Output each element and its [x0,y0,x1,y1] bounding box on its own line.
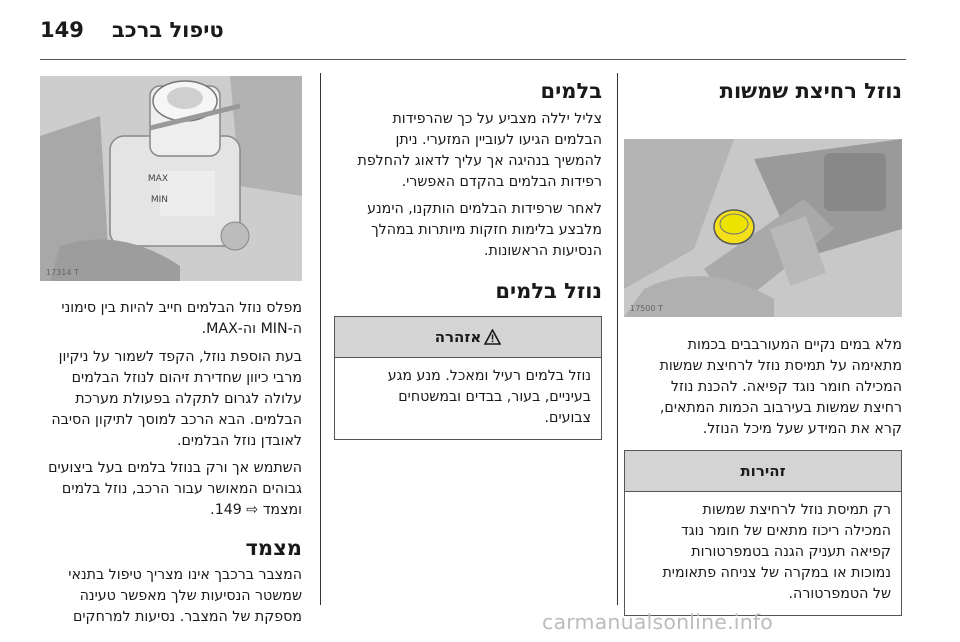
topping-up-text [40,347,302,452]
text-line: המצבר ברכבך אינו מצריך טיפול בתנאי [68,567,302,583]
fluid-spec-text [40,458,302,521]
column-separator-left [320,73,321,605]
text-line: בעת הוספת נוזל, הקפד לשמור על ניקיון [58,349,302,365]
text-line: המכילה חומר נוגד קפיאה. להכנת נוזל [670,379,902,395]
brake-fluid-column [40,76,302,628]
text-line: גבוהים המאושר עבור הרכב, נוזל בלמים [61,481,302,497]
washer-reservoir-photo [624,139,902,317]
warning-triangle-icon [484,329,501,345]
text-line: ומצמד ⇨ 149. [210,502,302,518]
text-line: קפיאה תעניק הגנה בטמפרטורות [691,544,891,560]
clutch-text [40,565,302,628]
watermark: carmanualsonline.info [542,610,774,634]
caution-box [624,450,902,616]
text-line: עלולה לגרום לתקלה בפעולת מערכת [75,391,302,407]
text-line: בעיניים, בעור, בבדים ובמשטחים [398,389,591,405]
level-text [40,298,302,340]
washer-fluid-text [624,335,902,440]
column-separator-right [617,73,618,605]
running-title: טיפול ברכב [112,18,224,42]
brakes-heading: בלמים [540,79,602,103]
min-label: MIN [150,195,168,205]
text-line: לאובדן נוזל הבלמים. [176,433,302,449]
text-line: מרבי כיוון שחדירת זיהום לנוזל הבלמים [71,370,302,386]
warning-body [335,358,601,439]
caution-body [625,492,901,615]
washer-reservoir-illustration [624,139,902,317]
brakes-text [334,109,602,193]
text-line: להמשיך בנהיגה אך עליך לדאוג להחלפת [357,153,602,169]
brake-reservoir-illustration [40,76,302,281]
page-number: 149 [40,18,84,42]
text-line: רחיצת שמשות בעירבוב הכמות המתאים, [659,400,902,416]
page-header [0,0,960,60]
photo-id: 17314 T [46,268,79,277]
text-line: המכילה ריכוז מתאים של חומר נוגד [681,523,891,539]
max-label: MAX [147,174,168,184]
text-line: רק תמיסת נוזל לרחיצת שמשות [702,502,891,518]
brakes-text-2 [334,199,602,262]
brake-fluid-heading: נוזל בלמים [495,279,602,303]
text-line: ה-MIN וה-MAX. [201,321,302,337]
text-line: צבועים. [544,410,591,426]
text-line: השתמש אך ורק בנוזל בלמים בעל ביצועים [48,460,302,476]
washer-fluid-column [624,76,902,616]
text-line: הנסיעות הראשונות. [484,243,602,259]
photo-id: 17500 T [630,304,663,313]
warning-title: אזהרה [434,328,482,346]
header-rule [40,59,906,60]
text-line: נמוכות או במקרה של צניחה פתאומית [662,565,891,581]
text-line: של הטמפרטורה. [788,586,891,602]
brakes-column [334,76,602,440]
warning-header [335,317,601,358]
text-line: נוזל בלמים רעיל ומאכל. מנע מגע [387,368,591,384]
text-line: מספקת של המצבר. נסיעות למרחקים [72,609,302,625]
warning-box [334,316,602,440]
text-line: לאחר שרפידות הבלמים הותקנו, הימנע [367,201,602,217]
text-line: הבלמים הגיעו לעוביין המזערי. ניתן [395,132,602,148]
caution-title: זהירות [625,451,901,492]
brake-reservoir-photo [40,76,302,281]
text-line: שמשטר הנסיעות שלך מאפשר טעינה [79,588,302,604]
text-line: רפידות הבלמים בהקדם האפשרי. [401,174,602,190]
text-line: צליל יללה מצביע על כך שהרפידות [392,111,602,127]
clutch-heading: מצמד [245,536,302,560]
text-line: מלבצע בלימות חזקות מיותרות במהלך [371,222,602,238]
text-line: מתאימה על תמיסת נוזל לרחיצת שמשות [659,358,902,374]
text-line: מלא במים נקיים המעורבבים בכמות [687,337,902,353]
text-line: קרא את המידע שעל מיכל הנוזל. [702,421,902,437]
washer-fluid-heading: נוזל רחיצת שמשות [719,79,902,103]
text-line: הבלמים. הבא הרכב למוסך לתיקון הסיבה [51,412,302,428]
text-line: מפלס נוזל הבלמים חייב להיות בין סימוני [61,300,302,316]
